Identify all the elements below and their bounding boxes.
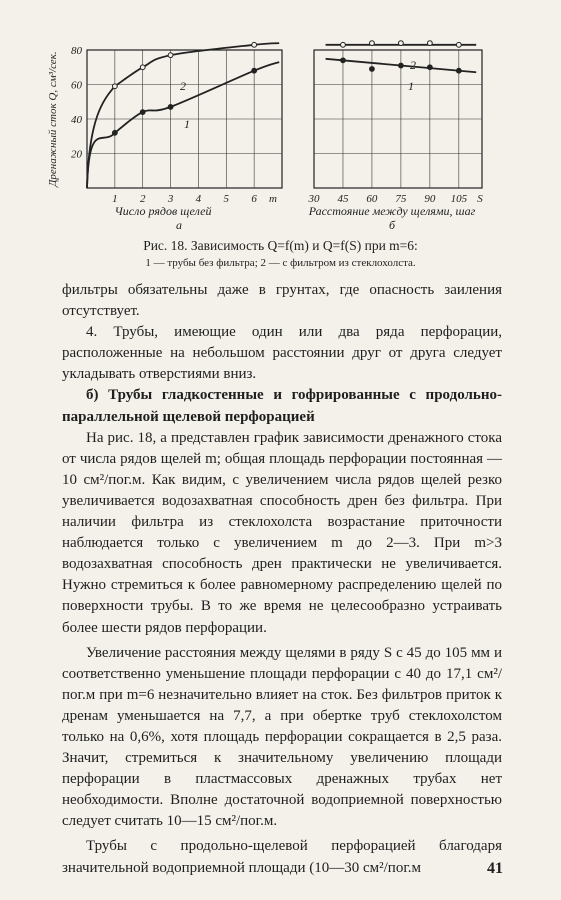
series-2-label: 2 (180, 79, 186, 93)
series-1-point (456, 68, 461, 73)
series-2-line (87, 43, 279, 188)
series-2-point (370, 41, 375, 46)
x-tick-label: 75 (395, 193, 407, 205)
chart-panel-a (47, 42, 282, 232)
series-1-label: 1 (408, 79, 414, 93)
section-heading: б) Трубы гладкостенные и гофрированные с продольно-параллельной щелевой перфорацией (62, 387, 502, 425)
figure-18 (0, 0, 561, 240)
y-tick-label: 80 (71, 45, 82, 57)
paragraph: На рис. 18, а представлен график зависимости дренажного стока от числа рядов щелей m; общая площадь перфорации постоянная — 10 см²/пог.м. Как видим, с увеличением числа рядов щелей резко увеличивается водозахватная способность дрен без фильтра. При наличии фильтра из стеклохолста возрастание приточности наблюдается только с увеличением m до 2—3. При m>3 водозахватная способность дрен практически не увеличивается. Нужно стремиться к более равномерному распределению щелей по поверхности трубы. В то же время не целесообразно устраивать более шести рядов перфорации. (62, 429, 502, 636)
x-tick-label: 5 (223, 193, 230, 205)
figure-caption: Рис. 18. Зависимость Q=f(m) и Q=f(S) при m=6: (143, 238, 418, 253)
y-tick-label: 60 (71, 79, 82, 92)
series-1-point (370, 67, 375, 72)
x-tick-label: 45 (337, 193, 349, 205)
x-axis-symbol: m (269, 193, 277, 205)
chart-panel-b (308, 41, 484, 232)
x-tick-label: 105 (450, 193, 468, 205)
series-2-point (398, 41, 403, 46)
paragraph: 4. Трубы, имеющие один или два ряда перфорации, расположенные на небольшом расстоянии друг от друга следует укладывать отверстиями вниз. (62, 324, 502, 383)
series-1-point (112, 130, 117, 135)
y-tick-label: 20 (71, 148, 82, 161)
series-1-point (427, 65, 432, 70)
x-axis-symbol: S (477, 193, 483, 205)
series-2-point (456, 42, 461, 47)
x-tick-label: 6 (251, 193, 257, 205)
page-number: 41 (487, 860, 503, 877)
x-tick-label: 3 (167, 193, 174, 205)
series-2-label: 2 (410, 58, 416, 72)
y-axis-label: Дренажный сток Q, см³/сек. (47, 51, 59, 187)
series-2-point (427, 41, 432, 46)
y-tick-label: 40 (71, 114, 82, 126)
series-1-point (252, 68, 257, 73)
series-2-point (112, 84, 117, 89)
x-tick-label: 60 (366, 193, 378, 205)
body-text (62, 280, 502, 879)
series-2-point (341, 42, 346, 47)
series-2-point (168, 53, 173, 58)
x-tick-label: 1 (112, 193, 118, 205)
series-2-point (252, 42, 257, 47)
series-2-point (140, 65, 145, 70)
paragraph: Трубы с продольно-щелевой перфорацией благодаря значительной водоприемной площади (10—30 см²/пог.м (62, 838, 502, 876)
x-tick-label: 30 (308, 193, 320, 205)
panel-letter: а (176, 218, 182, 232)
x-tick-label: 90 (424, 193, 436, 205)
x-axis-label: Число рядов щелей (114, 204, 212, 218)
series-1-point (341, 58, 346, 63)
x-axis-label: Расстояние между щелями, шаг (308, 204, 476, 218)
figure-legend-caption: 1 — трубы без фильтра; 2 — с фильтром из стеклохолста. (145, 257, 416, 269)
x-tick-label: 2 (139, 193, 146, 205)
x-tick-label: 4 (195, 193, 202, 205)
series-1-point (140, 110, 145, 115)
paragraph: фильтры обязательны даже в грунтах, где опасность заиления отсутствует. (62, 282, 502, 320)
series-1-label: 1 (184, 117, 190, 131)
series-1-point (168, 105, 173, 110)
paragraph: Увеличение расстояния между щелями в ряду S с 45 до 105 мм и соответственно уменьшение площади перфорации с 40 до 17,1 см²/пог.м при m=6 незначительно влияет на сток. Без фильтров приток к дренам уменьшается на 7,7, а при обертке труб стеклохолстом только на 0,6%, хотя площадь перфорации сокращается в 2,5 раза. Значит, стремиться к значительному увеличению площади перфорации в пластмассовых дренажных трубах нет необходимости. Вполне достаточной водоприемной поверхностью следует считать 10—15 см²/пог.м. (62, 644, 502, 830)
panel-letter: б (388, 218, 396, 232)
series-1-point (398, 63, 403, 68)
